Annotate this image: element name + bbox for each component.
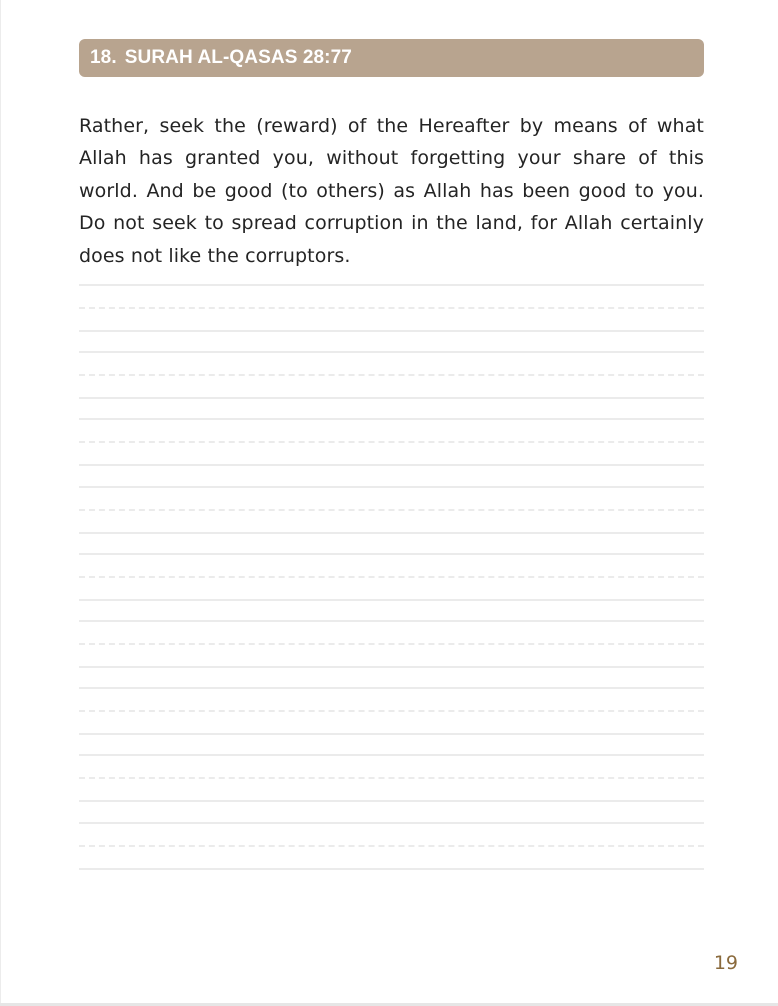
baseline-rule	[79, 800, 704, 802]
top-rule	[79, 754, 704, 756]
writing-row	[79, 414, 704, 464]
writing-row	[79, 280, 704, 330]
top-rule	[79, 620, 704, 622]
baseline-rule	[79, 733, 704, 735]
midline-rule	[79, 576, 704, 578]
top-rule	[79, 822, 704, 824]
writing-row	[79, 818, 704, 868]
top-rule	[79, 284, 704, 286]
midline-rule	[79, 845, 704, 847]
baseline-rule	[79, 532, 704, 534]
baseline-rule	[79, 666, 704, 668]
handwriting-practice-area	[79, 280, 704, 890]
midline-rule	[79, 509, 704, 511]
midline-rule	[79, 777, 704, 779]
top-rule	[79, 418, 704, 420]
page-edge-left	[0, 0, 1, 1006]
verse-text: Rather, seek the (reward) of the Hereafter by means of what Allah has granted you, without forgetting your share of this world. And be good (to others) as Allah has been good to you. Do not seek to spread corruption in the land, for Allah certainly does not like the corruptors.	[79, 115, 704, 267]
section-header	[79, 39, 704, 77]
writing-row	[79, 482, 704, 532]
writing-row	[79, 347, 704, 397]
writing-row	[79, 750, 704, 800]
writing-row	[79, 549, 704, 599]
top-rule	[79, 486, 704, 488]
midline-rule	[79, 307, 704, 309]
baseline-rule	[79, 464, 704, 466]
midline-rule	[79, 374, 704, 376]
top-rule	[79, 351, 704, 353]
baseline-rule	[79, 599, 704, 601]
midline-rule	[79, 441, 704, 443]
midline-rule	[79, 710, 704, 712]
section-title: SURAH AL-QASAS 28:77	[124, 47, 352, 68]
top-rule	[79, 553, 704, 555]
page-number: 19	[713, 952, 738, 974]
section-number: 18.	[90, 47, 117, 68]
baseline-rule	[79, 397, 704, 399]
top-rule	[79, 687, 704, 689]
writing-row	[79, 616, 704, 666]
midline-rule	[79, 643, 704, 645]
baseline-rule	[79, 868, 704, 870]
baseline-rule	[79, 330, 704, 332]
writing-row	[79, 683, 704, 733]
